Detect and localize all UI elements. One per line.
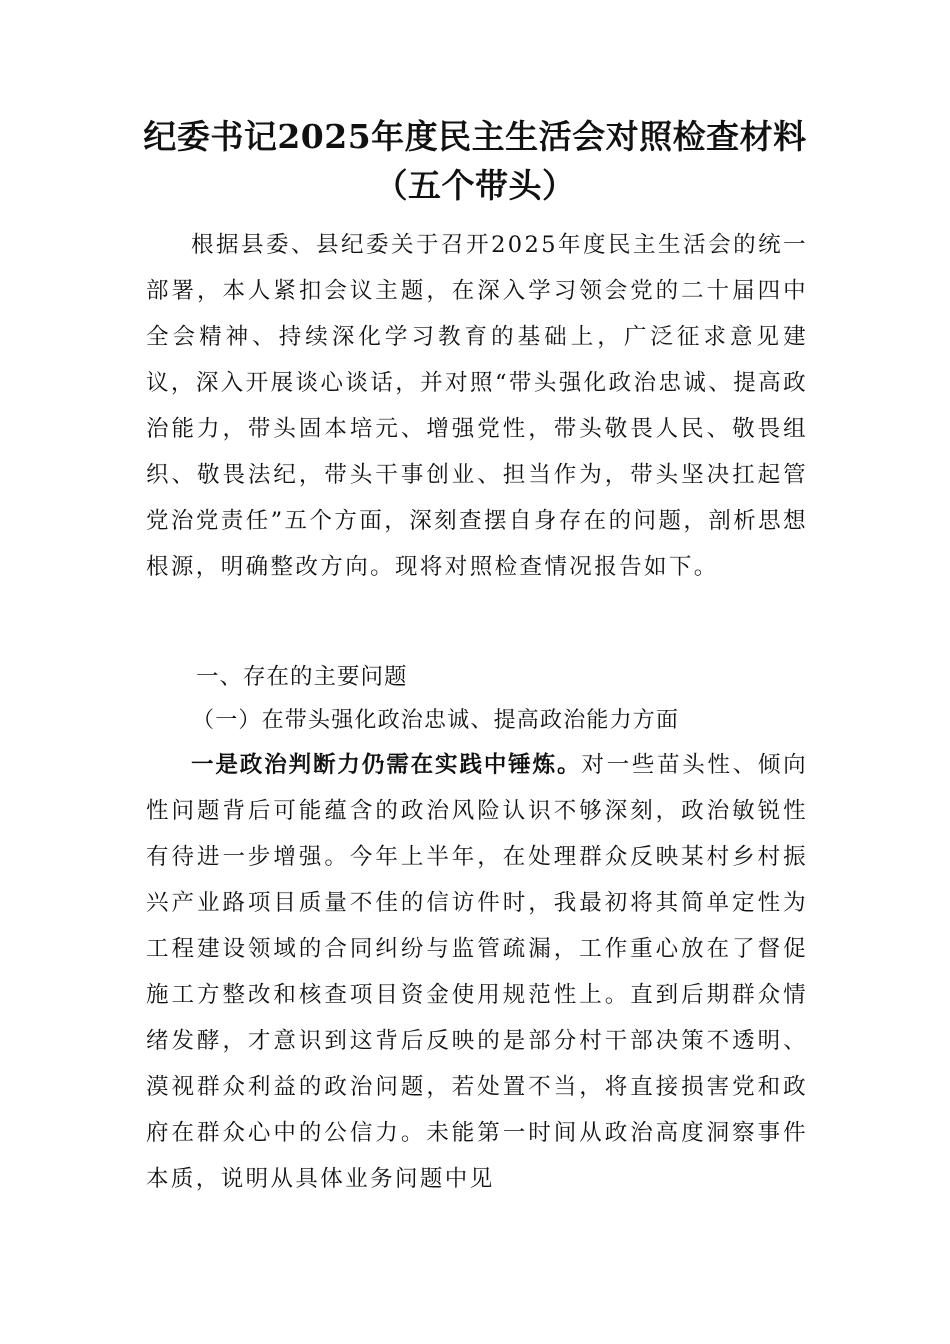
point-1-text: 对一些苗头性、倾向性问题背后可能蕴含的政治风险认识不够深刻，政治敏锐性有待进一步增强。今年上半年，在处理群众反映某村乡村振兴产业路项目质量不佳的信访件时，我最初将其简单定性为工程建设领域的合同纠纷与监管疏漏，工作重心放在了督促施工方整改和核查项目资金使用规范性上。直到后期群众情绪发酵，才意识到这背后反映的是部分村干部决策不透明、漠视群众利益的政治问题，若处置不当，将直接损害党和政府在群众心中的公信力。未能第一时间从政治高度洞察事件本质，说明从具体业务问题中见 xyxy=(146,752,808,1192)
subsection-heading-political-loyalty: （一）在带头强化政治忠诚、提高政治能力方面 xyxy=(192,708,680,733)
point-1-lead: 一是政治判断力仍需在实践中锤炼。 xyxy=(191,752,582,778)
point-paragraph-1 xyxy=(146,742,808,1202)
intro-paragraph: 根据县委、县纪委关于召开2025年度民主生活会的统一部署，本人紧扣会议主题，在深入学习领会党的二十届四中全会精神、持续深化学习教育的基础上，广泛征求意见建议，深入开展谈心谈话，并对照“带头强化政治忠诚、提高政治能力，带头固本培元、增强党性，带头敬畏人民、敬畏组织、敬畏法纪，带头干事创业、担当作为，带头坚决扛起管党治党责任”五个方面，深刻查摆自身存在的问题，剖析思想根源，明确整改方向。现将对照检查情况报告如下。 xyxy=(146,232,808,580)
section-heading-problems: 一、存在的主要问题 xyxy=(196,664,408,690)
document-title: 纪委书记2025年度民主生活会对照检查材料（五个带头） xyxy=(143,117,807,205)
